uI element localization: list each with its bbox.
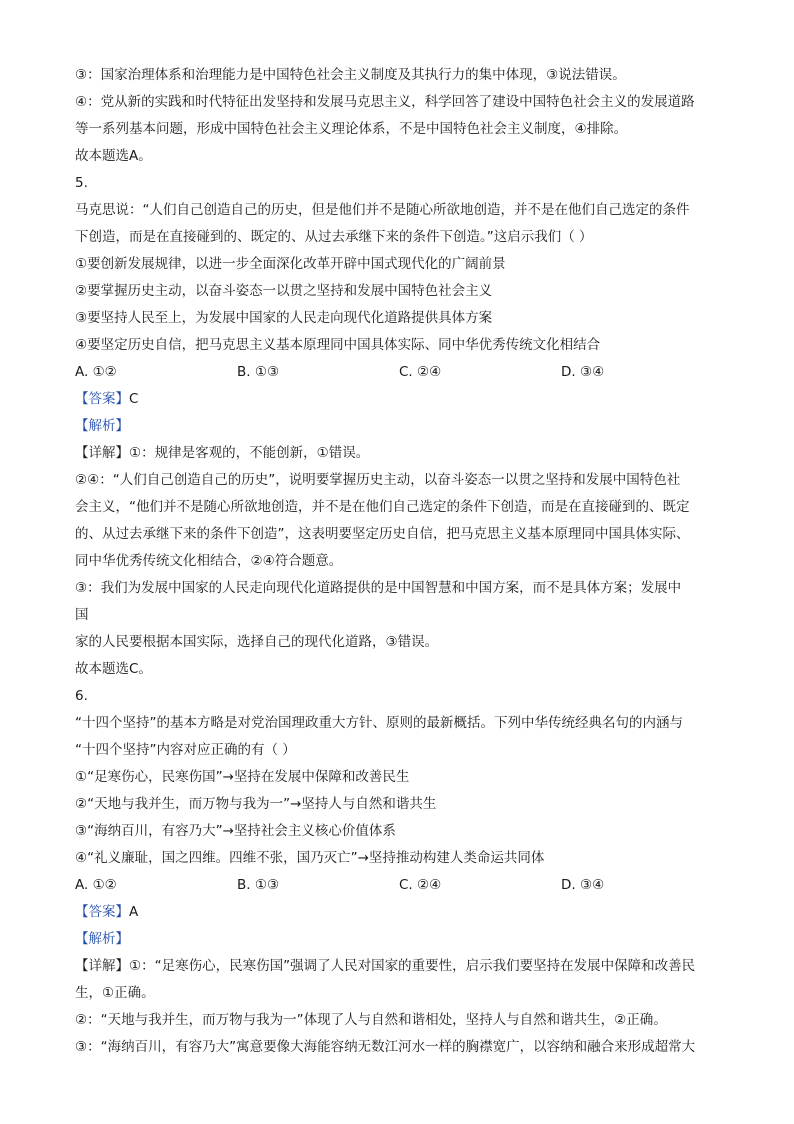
q5-option-b: B. ①③ [237, 364, 280, 380]
q6-option-d: D. ③④ [561, 877, 605, 893]
q5-statement-2: ②要掌握历史主动，以奋斗姿态一以贯之坚持和发展中国特色社会主义 [75, 283, 493, 299]
q5-detail-line-4: 的、从过去承继下来的条件下创造”，这表明要坚定历史自信，把马克思主义基本原理同中国具体实际、 [75, 526, 690, 542]
q6-option-c: C. ②④ [399, 877, 442, 893]
q4-analysis-line-4a: ④：党从新的实践和时代特征出发坚持和发展马克思主义，科学回答了建设中国特色社会主义的发展道路 [75, 94, 695, 110]
q5-detail-line-2: ②④：“人们自己创造自己的历史”，说明要掌握历史主动，以奋斗姿态一以贯之坚持和发展中国特色社 [75, 472, 681, 488]
q5-answer-value: C [129, 391, 139, 407]
q6-detail-line-2: 生，①正确。 [75, 985, 155, 1001]
document-content [75, 62, 725, 1061]
q5-answer [75, 386, 725, 413]
q5-stem-line-1: 马克思说：“人们自己创造自己的历史，但是他们并不是随心所欲地创造，并不是在他们自己选定的条件 [75, 202, 690, 218]
q5-option-c: C. ②④ [399, 364, 442, 380]
q5-statement-4: ④要坚定历史自信，把马克思主义基本原理同中国具体实际、同中华优秀传统文化相结合 [75, 337, 601, 353]
q4-conclusion: 故本题选A。 [75, 148, 152, 164]
q6-stem-line-1: “十四个坚持”的基本方略是对党治国理政重大方针、原则的最新概括。下列中华传统经典名句的内涵与 [75, 715, 683, 731]
q5-options [75, 359, 725, 386]
q6-answer [75, 899, 725, 926]
q6-statement-1: ①“足寒伤心，民寒伤国”→坚持在发展中保障和改善民生 [75, 769, 410, 785]
q6-options [75, 872, 725, 899]
q5-statement-1: ①要创新发展规律，以进一步全面深化改革开辟中国式现代化的广阔前景 [75, 256, 506, 272]
q5-answer-tag: 【答案】 [75, 391, 129, 407]
q6-detail-tag: 【详解】 [75, 958, 129, 974]
q5-detail-line-3: 会主义，“他们并不是随心所欲地创造，并不是在他们自己选定的条件下创造，而是在直接碰到的、既定 [75, 499, 690, 515]
q6-statement-4: ④“礼义廉耻，国之四维。四维不张，国乃灭亡”→坚持推动构建人类命运共同体 [75, 850, 545, 866]
q6-analysis-tag: 【解析】 [75, 931, 129, 947]
q5-detail-tag: 【详解】 [75, 445, 129, 461]
q6-detail-text: ①：“足寒伤心，民寒伤国”强调了人民对国家的重要性，启示我们要坚持在发展中保障和改善民 [129, 958, 696, 974]
q5-detail-line-6: ③：我们为发展中国家的人民走向现代化道路提供的是中国智慧和中国方案，而不是具体方案；发展中 [75, 580, 682, 596]
q5-detail-text: ①：规律是客观的，不能创新，①错误。 [129, 445, 370, 461]
q5-detail-line-1 [75, 440, 725, 467]
q6-stem-line-2: “十四个坚持”内容对应正确的有（ ） [75, 742, 296, 758]
q5-number: 5. [75, 175, 88, 191]
q5-conclusion: 故本题选C。 [75, 661, 152, 677]
q5-analysis-tag: 【解析】 [75, 418, 129, 434]
q6-option-a: A. ①② [75, 877, 117, 893]
q5-detail-line-5: 同中华优秀传统文化相结合，②④符合题意。 [75, 553, 343, 569]
q6-statement-3: ③“海纳百川，有容乃大”→坚持社会主义核心价值体系 [75, 823, 396, 839]
q5-statement-3: ③要坚持人民至上，为发展中国家的人民走向现代化道路提供具体方案 [75, 310, 493, 326]
q6-detail-line-4: ③：“海纳百川，有容乃大”寓意要像大海能容纳无数江河水一样的胸襟宽广，以容纳和融合来形成超常大 [75, 1039, 696, 1055]
q6-statement-2: ②“天地与我并生，而万物与我为一”→坚持人与自然和谐共生 [75, 796, 437, 812]
q6-option-b: B. ①③ [237, 877, 280, 893]
q4-analysis-line-3: ③：国家治理体系和治理能力是中国特色社会主义制度及其执行力的集中体现，③说法错误。 [75, 67, 626, 83]
q6-detail-line-3: ②：“天地与我并生，而万物与我为一”体现了人与自然和谐相处，坚持人与自然和谐共生，②正确。 [75, 1012, 667, 1028]
q6-answer-value: A [129, 904, 139, 920]
q5-option-a: A. ①② [75, 364, 117, 380]
q5-detail-line-8: 家的人民要根据本国实际，选择自己的现代化道路，③错误。 [75, 634, 439, 650]
q5-stem-line-2: 下创造，而是在直接碰到的、既定的、从过去承继下来的条件下创造。”这启示我们（ ） [75, 229, 593, 245]
q6-number: 6. [75, 688, 88, 704]
q5-option-d: D. ③④ [561, 364, 605, 380]
q4-analysis-line-4b: 等一系列基本问题，形成中国特色社会主义理论体系，不是中国特色社会主义制度，④排除。 [75, 121, 628, 137]
q6-answer-tag: 【答案】 [75, 904, 129, 920]
q5-detail-line-7: 国 [75, 607, 89, 623]
q6-detail-line-1 [75, 953, 725, 980]
